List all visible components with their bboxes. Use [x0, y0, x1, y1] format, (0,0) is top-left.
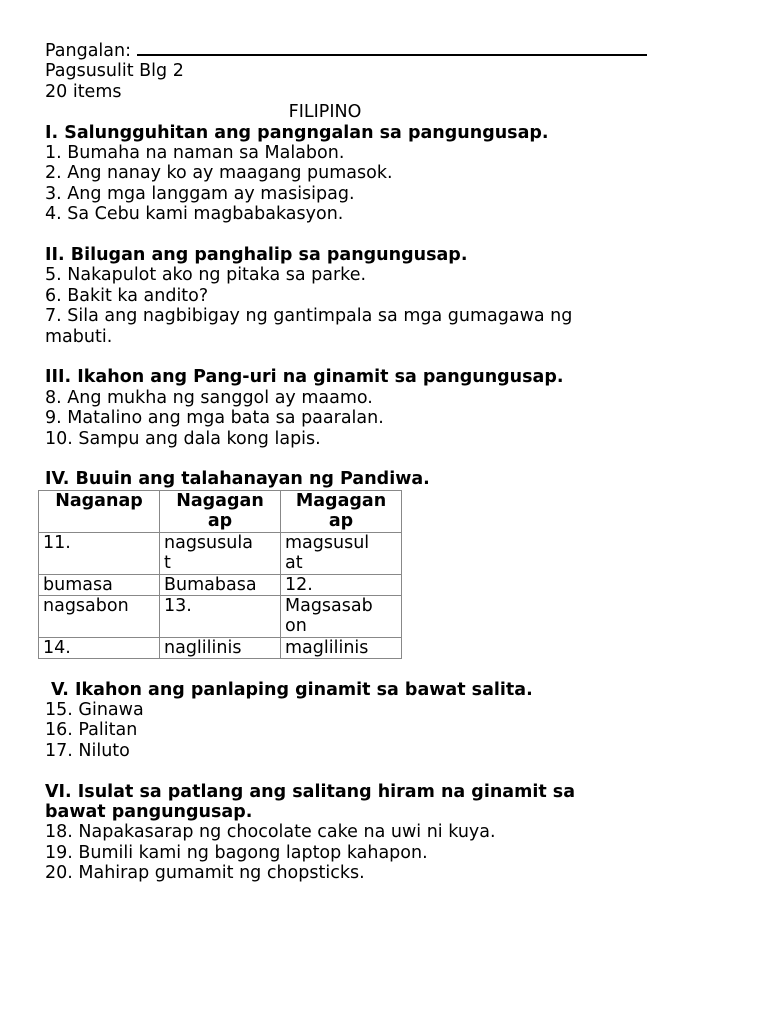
table-cell: nagsabon — [39, 595, 160, 637]
section-6-title-continued: bawat pangungusap. — [45, 801, 253, 822]
header-magaganap: Magagan ap — [281, 490, 402, 532]
section-6-title: VI. Isulat sa patlang ang salitang hiram na ginamit sa — [45, 781, 576, 802]
question-item: 15. Ginawa — [45, 699, 144, 720]
subject-title: FILIPINO — [288, 102, 362, 123]
section-2-title: II. Bilugan ang panghalip sa pangungusap. — [45, 245, 468, 266]
question-item: 4. Sa Cebu kami magbabakasyon. — [45, 204, 344, 225]
table-cell: Bumabasa — [160, 574, 281, 595]
question-item: 17. Niluto — [45, 740, 130, 761]
worksheet-page — [45, 38, 685, 884]
table-cell: nagsusula t — [160, 532, 281, 574]
question-item: 10. Sampu ang dala kong lapis. — [45, 428, 321, 449]
table-header-row — [39, 490, 402, 532]
table-cell[interactable]: 12. — [281, 574, 402, 595]
question-item: 9. Matalino ang mga bata sa paaralan. — [45, 408, 384, 429]
question-item: 1. Bumaha na naman sa Malabon. — [45, 143, 345, 164]
question-item: 16. Palitan — [45, 720, 138, 741]
section-5-title: V. Ikahon ang panlaping ginamit sa bawat salita. — [51, 679, 533, 700]
table-row — [39, 595, 402, 637]
header-nagaganap: Nagagan ap — [160, 490, 281, 532]
question-item: 8. Ang mukha ng sanggol ay maamo. — [45, 387, 373, 408]
table-row — [39, 637, 402, 658]
table-cell: naglilinis — [160, 637, 281, 658]
question-item: 20. Mahirap gumamit ng chopsticks. — [45, 863, 365, 884]
question-item: 2. Ang nanay ko ay maagang pumasok. — [45, 163, 393, 184]
name-row — [45, 38, 685, 61]
table-row — [39, 532, 402, 574]
table-row — [39, 574, 402, 595]
question-item: 19. Bumili kami ng bagong laptop kahapon. — [45, 842, 428, 863]
table-cell: magsusul at — [281, 532, 402, 574]
verb-table — [38, 490, 402, 659]
name-label: Pangalan: — [45, 41, 137, 61]
section-1-title: I. Salungguhitan ang pangngalan sa pangungusap. — [45, 122, 549, 143]
item-count: 20 items — [45, 81, 122, 102]
table-cell: bumasa — [39, 574, 160, 595]
question-item: 6. Bakit ka andito? — [45, 285, 209, 306]
question-item: 18. Napakasarap ng chocolate cake na uwi ni kuya. — [45, 822, 496, 843]
table-cell[interactable]: 11. — [39, 532, 160, 574]
table-cell[interactable]: 13. — [160, 595, 281, 637]
table-cell[interactable]: 14. — [39, 637, 160, 658]
table-cell: Magsasab on — [281, 595, 402, 637]
question-item: 7. Sila ang nagbibigay ng gantimpala sa mga gumagawa ng — [45, 306, 573, 327]
question-item: 5. Nakapulot ako ng pitaka sa parke. — [45, 265, 367, 286]
question-item-continued: mabuti. — [45, 326, 113, 347]
section-3-title: III. Ikahon ang Pang-uri na ginamit sa pangungusap. — [45, 367, 564, 388]
quiz-number: Pagsusulit Blg 2 — [45, 61, 184, 82]
question-item: 3. Ang mga langgam ay masisipag. — [45, 183, 355, 204]
name-blank[interactable] — [137, 38, 647, 56]
section-4-title: IV. Buuin ang talahanayan ng Pandiwa. — [45, 469, 430, 490]
header-naganap: Naganap — [39, 490, 160, 532]
table-cell: maglilinis — [281, 637, 402, 658]
